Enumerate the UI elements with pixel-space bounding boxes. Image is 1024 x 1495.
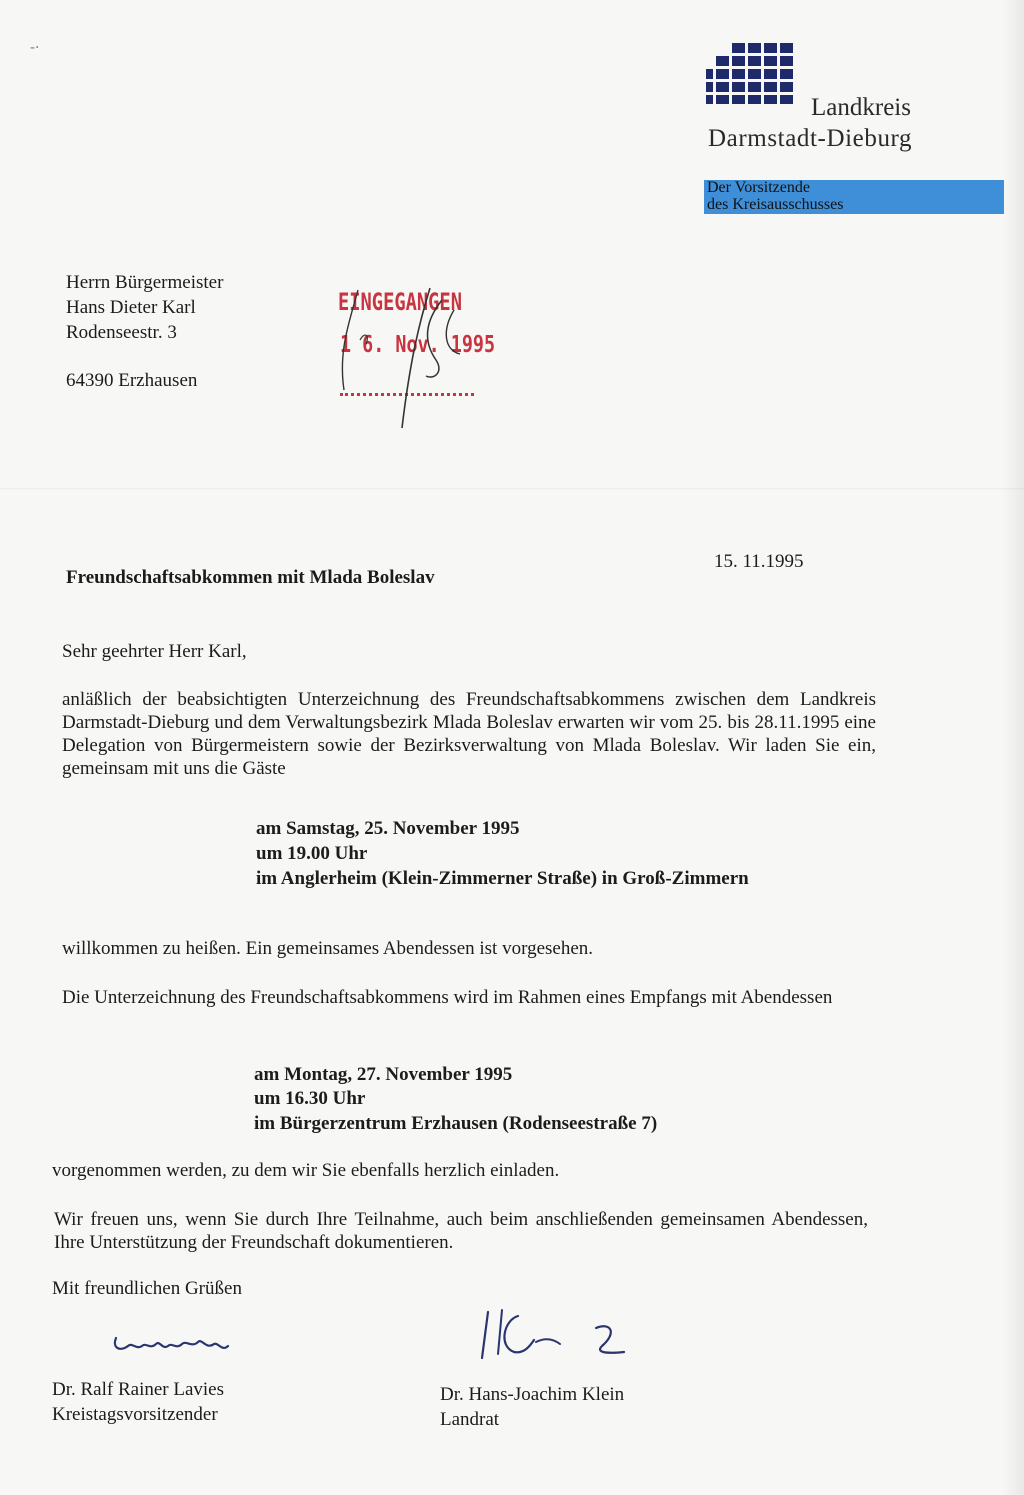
corner-pencil-mark: -· [30, 40, 40, 56]
paragraph-intro: anläßlich der beabsichtigten Unterzeichnung des Freundschaftsabkommens zwischen dem Landkreis Darmstadt-Dieburg und dem Verwaltungsbezirk Mlada Boleslav erwarten wir vom 25. bis 28.11.1995 eine Delegation von Bürgermeistern sowie der Bezirksverwaltung von Mlada Boleslav. Wir laden Sie ein, gemeinsam mit uns die Gäste [62, 689, 876, 779]
welcome-line: willkommen zu heißen. Ein gemeinsames Abendessen ist vorgesehen. [62, 938, 594, 959]
salutation: Sehr geehrter Herr Karl, [62, 641, 247, 662]
event2-place: im Bürgerzentrum Erzhausen (Rodenseestraße 7) [254, 1113, 658, 1134]
signature-lavies-icon [110, 1324, 240, 1374]
event1-time: um 19.00 Uhr [256, 843, 368, 864]
department-line2: des Kreisausschusses [707, 196, 844, 213]
signer2-role: Landrat [440, 1409, 500, 1430]
letter-date: 15. 11.1995 [714, 551, 804, 572]
invite-line: vorgenommen werden, zu dem wir Sie ebenfalls herzlich einladen. [52, 1160, 560, 1181]
event2-time: um 16.30 Uhr [254, 1088, 366, 1109]
closing-line: Mit freundlichen Grüßen [52, 1278, 242, 1299]
paper-fold [0, 488, 1024, 490]
recipient-name: Hans Dieter Karl [66, 297, 196, 318]
recipient-street: Rodenseestr. 3 [66, 322, 177, 343]
received-stamp-label: EINGEGANGEN [338, 288, 462, 316]
event2-day: am Montag, 27. November 1995 [254, 1064, 513, 1085]
signer1-role: Kreistagsvorsitzender [52, 1404, 218, 1425]
org-name-line1: Landkreis [811, 94, 911, 121]
letter-subject: Freundschaftsabkommen mit Mlada Boleslav [66, 567, 435, 588]
paragraph-signing: Die Unterzeichnung des Freundschaftsabkommens wird im Rahmen eines Empfangs mit Abendessen [62, 987, 833, 1008]
event1-day: am Samstag, 25. November 1995 [256, 818, 520, 839]
org-name-line2: Darmstadt-Dieburg [708, 125, 913, 152]
department-line1: Der Vorsitzende [707, 179, 810, 196]
received-stamp-date: 1 6. Nov. 1995 [340, 332, 496, 358]
stamp-handwritten-initials-icon [330, 280, 490, 430]
signer1-name: Dr. Ralf Rainer Lavies [52, 1379, 225, 1400]
paper-edge-shadow [1002, 0, 1024, 1495]
signer2-name: Dr. Hans-Joachim Klein [440, 1384, 625, 1405]
paragraph-thanks: Wir freuen uns, wenn Sie durch Ihre Teilnahme, auch beim anschließenden gemeinsamen Abendessen, Ihre Unterstützung der Freundschaft dokumentieren. [54, 1209, 868, 1253]
recipient-title: Herrn Bürgermeister [66, 272, 224, 293]
signature-klein-icon [474, 1306, 634, 1362]
landkreis-grid-logo-icon [706, 42, 798, 104]
recipient-city: 64390 Erzhausen [66, 370, 198, 391]
event1-place: im Anglerheim (Klein-Zimmerner Straße) in Groß-Zimmern [256, 868, 749, 889]
